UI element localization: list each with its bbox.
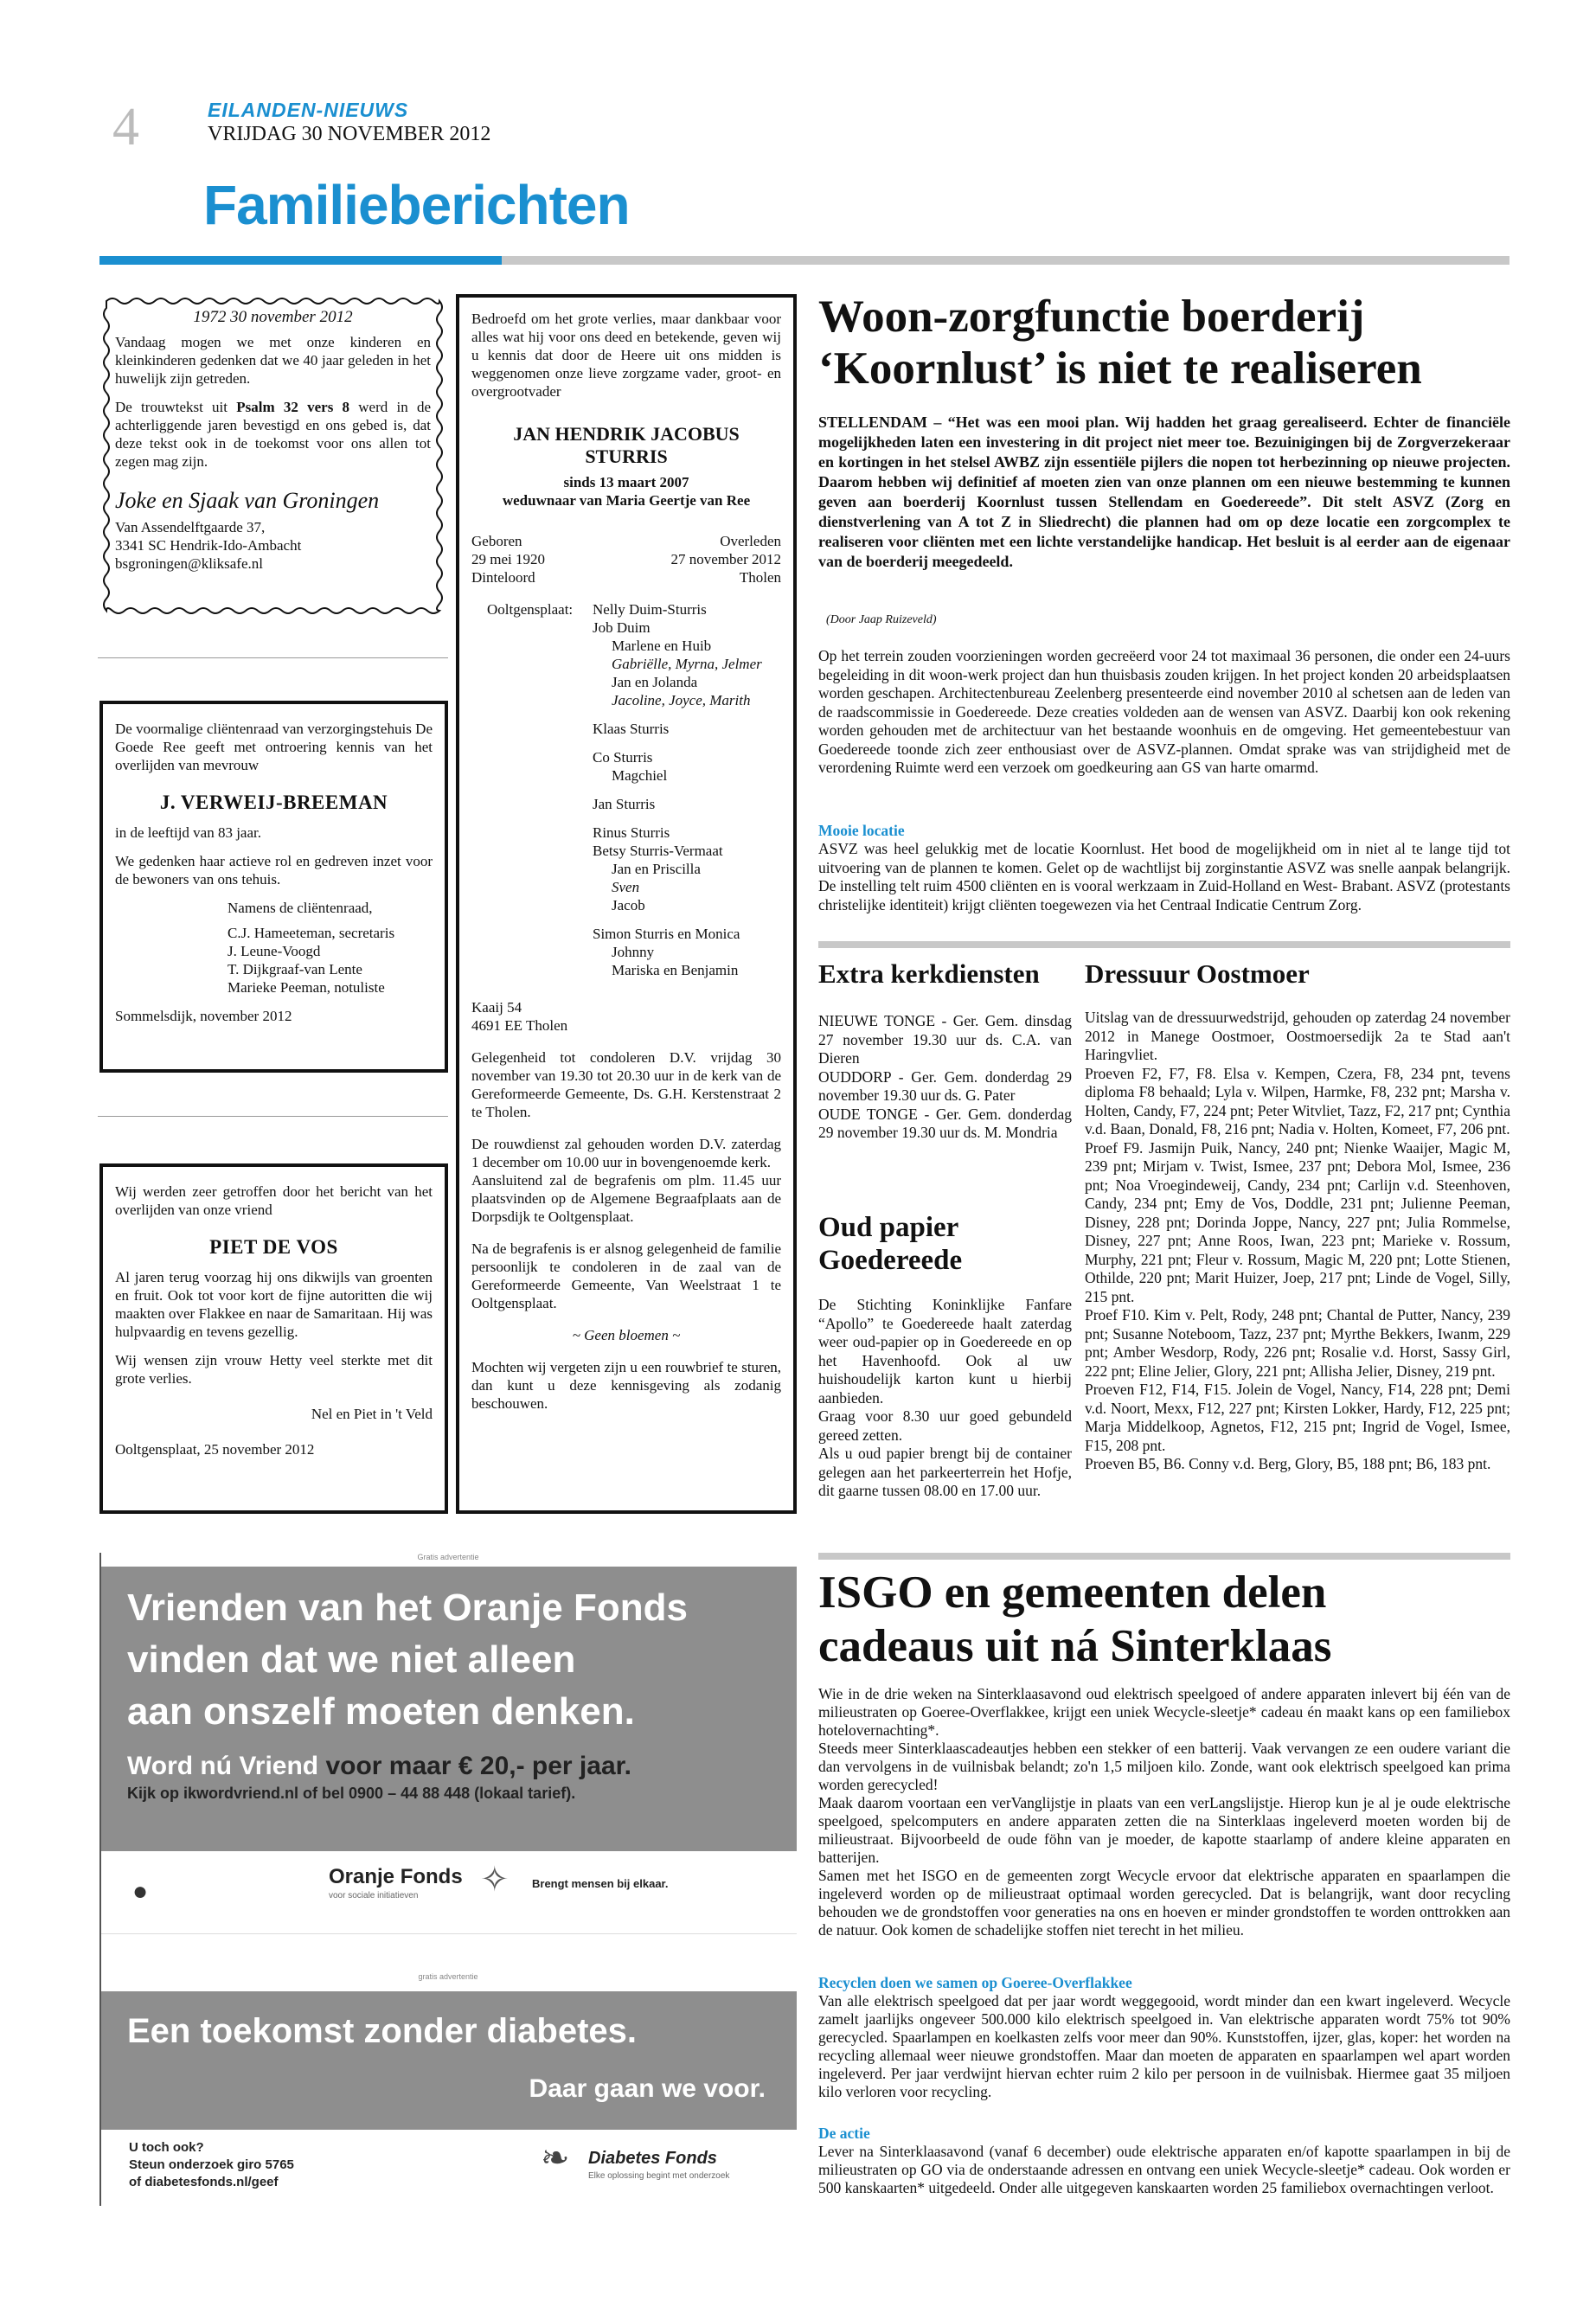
family-member: Magchiel (612, 767, 668, 784)
anniversary-text: Vandaag mogen we met onze kinderen en kleinkinderen gedenken dat we 40 jaar geleden in het huwelijk zijn getreden. (115, 334, 431, 387)
article-divider (818, 1553, 1510, 1560)
burial-info: Aansluitend zal de begrafenis om plm. 11.45 uur plaatsvinden op de Algemene Begraafplaats aan de Dorpsdijk te Ooltgensplaat. (471, 1172, 781, 1225)
family-member: Johnny (612, 944, 655, 960)
family-address-1: Kaaij 54 (471, 999, 522, 1016)
deceased-name-line1: JAN HENDRIK JACOBUS (513, 423, 740, 445)
diabetes-fonds-logo-sub: Elke oplossing begint met onderzoek (588, 2171, 730, 2181)
anniversary-email[interactable]: bsgroningen@kliksafe.nl (115, 555, 263, 572)
anniversary-psalm-text: De trouwtekst uit Psalm 32 vers 8 werd in de achterliggende jaren bevestigd en ons gebed is, dat deze tekst ook in de toekomst voor ons allen tot zegen mag zijn. (115, 399, 431, 470)
issue-date: VRIJDAG 30 NOVEMBER 2012 (208, 123, 491, 145)
anniversary-address-1: Van Assendelftgaarde 37, (115, 519, 266, 535)
born-date: 29 mei 1920 (471, 551, 545, 567)
signer: C.J. Hameeteman, secretaris (228, 925, 395, 941)
place-date: Ooltgensplaat, 25 november 2012 (115, 1441, 315, 1458)
family-member: Nelly Duim-Sturris (593, 601, 707, 618)
article1-body: Op het terrein zouden voorzieningen worden gecreëerd voor 24 tot maximaal 36 personen, die onder een 24-uurs begeleiding in dit woon-werk project dan hun thuisbasis zouden krijgen. In het project konden 20 arbeidsplaatsen worden geschapen. Architectenbureau Zeelenberg presenteerde eind november 2010 al schetsen aan de leden van de raadscommissie in Goedereede. Deze creaties voldeden aan de wensen van ASVZ. Daarbij kon ook rekening worden gehouden met de architectuur van het bestaande woonhuis en de omgeving. Het gemeentebestuur van Goedereede toonde zich zeer enthousiast over de ASVZ-plannen. Omdat sprake was van strijdigheid met de verordening Ruimte werd een verzoek om goedkeuring aan GS van harte omarmd. (818, 647, 1510, 776)
article1-body-2: ASVZ was heel gelukkig met de locatie Koornlust. Het bood de mogelijkheid om in niet al te lange tijd tot uitvoering van de plannen te komen. Gelet op de wachtlijst bij zorginstantie ASVZ was snelle aanpak belangrijk. De instelling telt ruim 4500 cliënten en is vooral werkzaam in Zuid-Holland en West- Brabant. ASVZ (protestants christelijke identiteit) krijgt cliënten toegewezen via het Centraal Indicatie Centrum Zorg. (818, 840, 1510, 913)
funeral-service: De rouwdienst zal gehouden worden D.V. zaterdag 1 december om 10.00 uur in bovengenoemde kerk. (471, 1136, 781, 1170)
article2-body-2: Van alle elektrisch speelgoed dat per jaar wordt weggegooid, wordt minder dan een kwart ingeleverd. Wecycle zamelt jaarlijks ongeveer 500.000 kilo elektrisch speelgoed in. Van elektrische apparaten wordt 75% tot 90% gerecycled. Spaarlampen en koelkasten zelfs voor meer dan 90%. Kunststoffen, ijzer, glas, koper: het worden na recycling allemaal weer nieuwe grondstoffen. Maar dan moeten de apparaten en spaarlampen wel apart worden ingeleverd. Per jaar verdwijnt hiervan echter ruim 2 kilo per persoon in de vuilnisbak. Hiermee gaat 35 miljoen kilo verloren voor recycling. (818, 1992, 1510, 2100)
family-member: Jacoline, Joyce, Marith (612, 692, 751, 708)
died-place: Tholen (739, 569, 781, 586)
after-burial-info: Na de begrafenis is er alsnog gelegenheid de familie persoonlijk te condoleren in de zaal van de Gereformeerde Gemeente, Van Weelstraat 1 te Ooltgensplaat. (471, 1240, 781, 1311)
family-member: Marlene en Huib (612, 638, 712, 654)
article-divider (818, 941, 1510, 948)
notice-from: Nel en Piet in 't Veld (311, 1406, 433, 1422)
signer: J. Leune-Voogd (228, 943, 321, 959)
anniversary-address-2: 3341 SC Hendrik-Ido-Ambacht (115, 537, 302, 554)
notice-text: We gedenken haar actieve rol en gedreven inzet voor de bewoners van ons tehuis. (115, 853, 433, 888)
article2-headline (818, 1566, 1510, 1673)
papier-body: De Stichting Koninklijke Fanfare “Apollo” te Goedereede haalt zaterdag weer oud-papier op in Goedereede en op het Havenhoofd. Ook al uw huishoudelijk karton kunt u hierbij aanbieden. Graag voor 8.30 uur goed gebundeld gereed zetten. Als u oud papier brengt bij de container gelegen aan het parkeerterrein het Hofje, dit gaarne tussen 08.00 en 17.00 uur. (818, 1296, 1072, 1499)
family-member: Jan Sturris (593, 796, 656, 812)
oranje-fonds-logo-sub: voor sociale initiatieven (329, 1891, 419, 1900)
family-member: Gabriëlle, Myrna, Jelmer (612, 656, 762, 672)
family-member: Job Duim (593, 619, 651, 636)
notice-text: Al jaren terug voorzag hij ons dikwijls van groenten en fruit. Ook tot voor kort de fijne autoritten die wij maakten over Flakkee en naar de Samaritaan. Hij was hulpvaardig en tevens gezellig. (115, 1269, 433, 1340)
family-member (593, 813, 781, 824)
anniversary-names: Joke en Sjaak van Groningen (115, 488, 380, 513)
page-number: 4 (112, 98, 139, 157)
papier-headline-line1: Oud papier (818, 1212, 959, 1243)
family-member: Simon Sturris en Monica (593, 926, 740, 942)
oranje-fonds-slogan: Brengt mensen bij elkaar. (532, 1877, 669, 1890)
no-flowers: ~ Geen bloemen ~ (572, 1327, 681, 1343)
diabetes-fonds-logo: Diabetes Fonds (588, 2149, 717, 2168)
ad-side-line (99, 1553, 101, 2206)
family-member: Jacob (612, 897, 645, 913)
ad-headline-1: Vrienden van het Oranje Fonds (127, 1586, 688, 1629)
divider (98, 1116, 448, 1117)
diabetes-fonds-ad[interactable] (99, 1972, 797, 2206)
ad-contact: Kijk op ikwordvriend.nl of bel 0900 – 44 88 448 (lokaal tarief). (127, 1785, 576, 1802)
oranje-fonds-logo-strip (99, 1851, 797, 1934)
article1-subhead: Mooie locatie (818, 822, 905, 839)
anniversary-dates: 1972 30 november 2012 (193, 308, 353, 326)
birth-death-dates (471, 550, 781, 568)
article1-headline-line1: Woon-zorgfunctie boerderij (818, 292, 1365, 342)
ad-subline: Daar gaan we voor. (529, 2074, 766, 2103)
forgotten-letter-note: Mochten wij vergeten zijn u een rouwbrief te sturen, dan kunt u deze kennisgeving als zodanig beschouwen. (471, 1359, 781, 1412)
family-member (593, 738, 781, 748)
family-member: Mariska en Benjamin (612, 962, 739, 978)
deceased-age: in de leeftijd van 83 jaar. (115, 824, 261, 841)
ad-small-label: Gratis advertentie (417, 1553, 479, 1561)
family-member: Klaas Sturris (593, 721, 670, 737)
family-member: Sven (612, 879, 640, 895)
hands-icon: ● (132, 1877, 149, 1906)
death-notice-verweij (99, 701, 448, 1073)
family-address-2: 4691 EE Tholen (471, 1017, 568, 1034)
ad-headline: Een toekomst zonder diabetes. (127, 2012, 638, 2050)
dressuur-body: Uitslag van de dressuurwedstrijd, gehouden op zaterdag 24 november 2012 in Manege Oostmoer, Oostmoersedijk 2a te Stad aan't Haringvliet. Proeven F2, F7, F8. Elsa v. Kempen, Czera, F8, 234 pnt, tevens diploma F8 behaald; Lyla v. Wilpen, Harmke, F8, 232 pnt; Marsha v. Holten, Candy, F7, 224 pnt; Peter Witvliet, Tazz, F2, 217 pnt; Cynthia v.d. Baan, Donald, F8, 216 pnt; Nadia v. Holten, Komeet, F7, 206 pnt. Proef F9. Jasmijn Puik, Nancy, 240 pnt; Nienke Waaijer, Magic M, 239 pnt; Mirjam v. Twist, Ismee, 237 pnt; Debora Mol, Ismee, 236 pnt; Noa Vroegindeweij, Candy, 234 pnt; Carlijn v.d. Steenhoven, Candy, 234 pnt; Emy de Vos, Doddle, 231 pnt; Julienne Peeman, Disney, 228 pnt; Dorinda Joppe, Nancy, 227 pnt; Julia Rommelse, Disney, 227 pnt; Anne Roos, Iwan, 223 pnt; Marieke v. Rossum, Murphy, 221 pnt; Fleur v. Rossum, Magic M, 220 pnt; Lotte Stienen, Othilde, 220 pnt; Marit Huizer, Joep, 217 pnt; Linde de Vogel, Silly, 215 pnt. Proef F10. Kim v. Pelt, Rody, 248 pnt; Chantal de Putter, Nancy, 239 pnt; Susanne Noteboom, Tazz, 237 pnt; Myrthe Bekkers, Iwanm, 229 pnt; Amber Wesdorp, Rody, 226 pnt; Rosalie v.d. Horst, Sassy Girl, 222 pnt; Eline Jelier, Glory, 221 pnt; Allisha Jelier, Disney, 219 pnt. Proeven F12, F14, F15. Jolein de Vogel, Nancy, F14, 228 pnt; Demi v.d. Noort, Mexx, F12, 227 pnt; Kirsten Lokker, Hardy, F12, 225 pnt; Marja Middelkoop, Agnetos, F12, 215 pnt; Ingrid de Vogel, Ismee, F15, 208 pnt. Proeven B5, B6. Conny v.d. Berg, Glory, B5, 188 pnt; B6, 183 pnt. (1085, 1009, 1510, 1472)
place-date: Sommelsdijk, november 2012 (115, 1008, 292, 1024)
died-date: 27 november 2012 (670, 551, 781, 567)
family-member (593, 709, 781, 720)
signer: Marieke Peeman, notuliste (228, 979, 385, 996)
article1-byline: (Door Jaap Ruizeveld) (826, 613, 937, 626)
oranje-fonds-logo: Oranje Fonds (329, 1865, 463, 1888)
section-rule-blue (99, 256, 502, 265)
deceased-name-line2: STURRIS (585, 445, 668, 467)
article2-headline-line1: ISGO en gemeenten delen (818, 1567, 1327, 1618)
birth-death-places (471, 568, 781, 586)
family-list (471, 600, 781, 979)
ad-cta: Word nú Vriend voor maar € 20,- per jaar. (127, 1752, 631, 1780)
deceased-name: PIET DE VOS (209, 1236, 338, 1258)
papier-headline-line2: Goedereede (818, 1245, 963, 1276)
death-notice-sturris (456, 294, 797, 1514)
since-date: sinds 13 maart 2007 (563, 474, 689, 490)
kerk-body: NIEUWE TONGE - Ger. Gem. dinsdag 27 november 19.30 uur ds. C.A. van Dieren OUDDORP - Ger. Gem. donderdag 29 november 19.30 uur ds. G. Pater OUDE TONGE - Ger. Gem. donderdag 29 november 19.30 uur ds. M. Mondria (818, 1012, 1072, 1141)
family-member: Jan en Priscilla (612, 861, 701, 877)
condolence-info: Gelegenheid tot condoleren D.V. vrijdag 30 november van 19.30 tot 20.30 uur in de kerk van de Gereformeerde Gemeente, Ds. G.H. Kerstenstraat 2 te Tholen. (471, 1049, 781, 1120)
ad-help-1: U toch ook? (129, 2140, 204, 2155)
kerk-headline: Extra kerkdiensten (818, 958, 1040, 989)
family-member: Co Sturris (593, 749, 653, 766)
anniversary-notice (115, 308, 431, 573)
article1-lead: STELLENDAM – “Het was een mooi plan. Wij hadden het graag gerealiseerd. Echter de financiële mogelijkheden laten een investering in dit project niet meer toe. Bezuinigingen bij de Zorgverzekeraar en kortingen in het stelsel AWBZ zijn essentiële pijlers die nopen tot herbezinning op nieuwe projecten. Daarom hebben wij definitief af moeten zien van onze plannen om een nieuwe bestemming te kunnen geven aan boerderij Koornlust tussen Stellendam en Goedereede”. Dit stelt ASVZ (Zorg en dienstverlening van A tot Z in Sliedrecht) die plannen had om op deze locatie een zorgcomplex te realiseren voor cliënten met een lichte verstandelijke handicap. Het besluit is al eerder aan de eigenaar van de boerderij meegedeeld. (818, 413, 1510, 570)
family-member (593, 785, 781, 795)
born-place: Dinteloord (471, 569, 535, 586)
divider (98, 657, 448, 658)
family-place: Ooltgensplaat: (487, 601, 574, 618)
article1-headline (818, 291, 1510, 394)
kite-icon: ✧ (480, 1861, 510, 1899)
signer: T. Dijkgraaf-van Lente (228, 961, 362, 977)
notice-intro: Wij werden zeer getroffen door het bericht van het overlijden van onze vriend (115, 1183, 433, 1218)
article2-body: Wie in de drie weken na Sinterklaasavond oud elektrisch speelgoed of andere apparaten inlevert bij één van de milieustraten op Goeree-Overflakkee, krijgt een uniek Wecycle-sleetje* cadeau én maakt kans op een familiebox hotelovernachting*. Steeds meer Sinterklaascadeautjes hebben een stekker of een batterij. Vaak vervangen ze een oudere variant die dan vervolgens in de vuilnisbak belandt; zo'n 1,5 miljoen kilo. Zonde, want ook elektrisch speelgoed kan prima worden gerecycled! Maak daarom voortaan een verVanglijstje in plaats van een verLangslijstje. Hierop kun je al je oude elektrische speelgoed, spelcomputers en andere apparaten zetten die na Sinterklaas ingeleverd moeten worden bij de milieustraat. Bijvoorbeeld de oude föhn van je moeder, de kapotte staarlamp of andere kleine apparaten en batterijen. Samen met het ISGO en de gemeenten zorgt Wecycle ervoor dat elektrische apparaten en spaarlampen die ingeleverd worden op de milieustraat optimaal worden gerecycled. Dat is belangrijk, want door recycling behouden we de grondstoffen voor generaties na ons en hoeven er minder grondstoffen te worden onttrokken aan de natuur. Ook komen de schadelijke stoffen niet terecht in het milieu. (818, 1685, 1510, 1939)
section-title: Familieberichten (203, 174, 630, 236)
notice-intro: De voormalige cliëntenraad van verzorgingstehuis De Goede Ree geeft met ontroering kennis van het overlijden van mevrouw (115, 721, 433, 773)
dressuur-headline: Dressuur Oostmoer (1085, 958, 1310, 989)
died-label: Overleden (720, 533, 781, 549)
death-notice-de-vos (99, 1163, 448, 1514)
article2-subhead-2: De actie (818, 2125, 870, 2142)
papier-headline (818, 1211, 1078, 1277)
on-behalf: Namens de cliëntenraad, (228, 900, 373, 916)
widower-of: weduwnaar van Maria Geertje van Ree (502, 492, 751, 509)
oranje-fonds-ad[interactable] (99, 1553, 797, 1851)
article1-headline-line2: ‘Koornlust’ is niet te realiseren (818, 343, 1422, 394)
deceased-name: J. VERWEIJ-BREEMAN (159, 792, 388, 813)
newspaper-brand: EILANDEN-NIEUWS (208, 99, 409, 121)
birth-death-labels (471, 532, 781, 550)
ad-small-label: gratis advertentie (418, 1972, 478, 1981)
section-rule-grey (502, 256, 1509, 265)
ad-help-3[interactable]: of diabetesfonds.nl/geef (129, 2175, 279, 2189)
family-members (593, 600, 781, 979)
ad-headline-2: vinden dat we niet alleen (127, 1638, 576, 1681)
article2-headline-line2: cadeaus uit ná Sinterklaas (818, 1621, 1332, 1671)
article2-subhead-1: Recyclen doen we samen op Goeree-Overflakkee (818, 1974, 1132, 1991)
family-member: Betsy Sturris-Vermaat (593, 843, 723, 859)
family-member: Jan en Jolanda (612, 674, 698, 690)
diabetes-drop-icon: ❧ (541, 2139, 570, 2177)
ad-help-2: Steun onderzoek giro 5765 (129, 2157, 294, 2172)
family-member: Rinus Sturris (593, 824, 670, 841)
born-label: Geboren (471, 533, 522, 549)
ad-headline-3: aan onszelf moeten denken. (127, 1690, 635, 1733)
notice-wish: Wij wensen zijn vrouw Hetty veel sterkte met dit grote verlies. (115, 1352, 433, 1387)
article2-body-3: Lever na Sinterklaasavond (vanaf 6 december) oude elektrische apparaten en/of kapotte spaarlampen in bij de milieustraten op GO via de onderstaande adressen en ontvang een uniek Wecycle-sleetje* cadeau. Ook worden er 500 kanskaarten* uitgedeeld. Onder alle uitgegeven kanskaarten worden 25 familiebox overnachtingen verloot. (818, 2143, 1510, 2196)
family-member (593, 914, 781, 925)
notice-intro: Bedroefd om het grote verlies, maar dankbaar voor alles wat hij voor ons deed en betekende, geven wij u kennis dat door de Heere uit ons midden is weggenomen onze lieve zorgzame vader, groot- en overgrootvader (471, 311, 781, 400)
